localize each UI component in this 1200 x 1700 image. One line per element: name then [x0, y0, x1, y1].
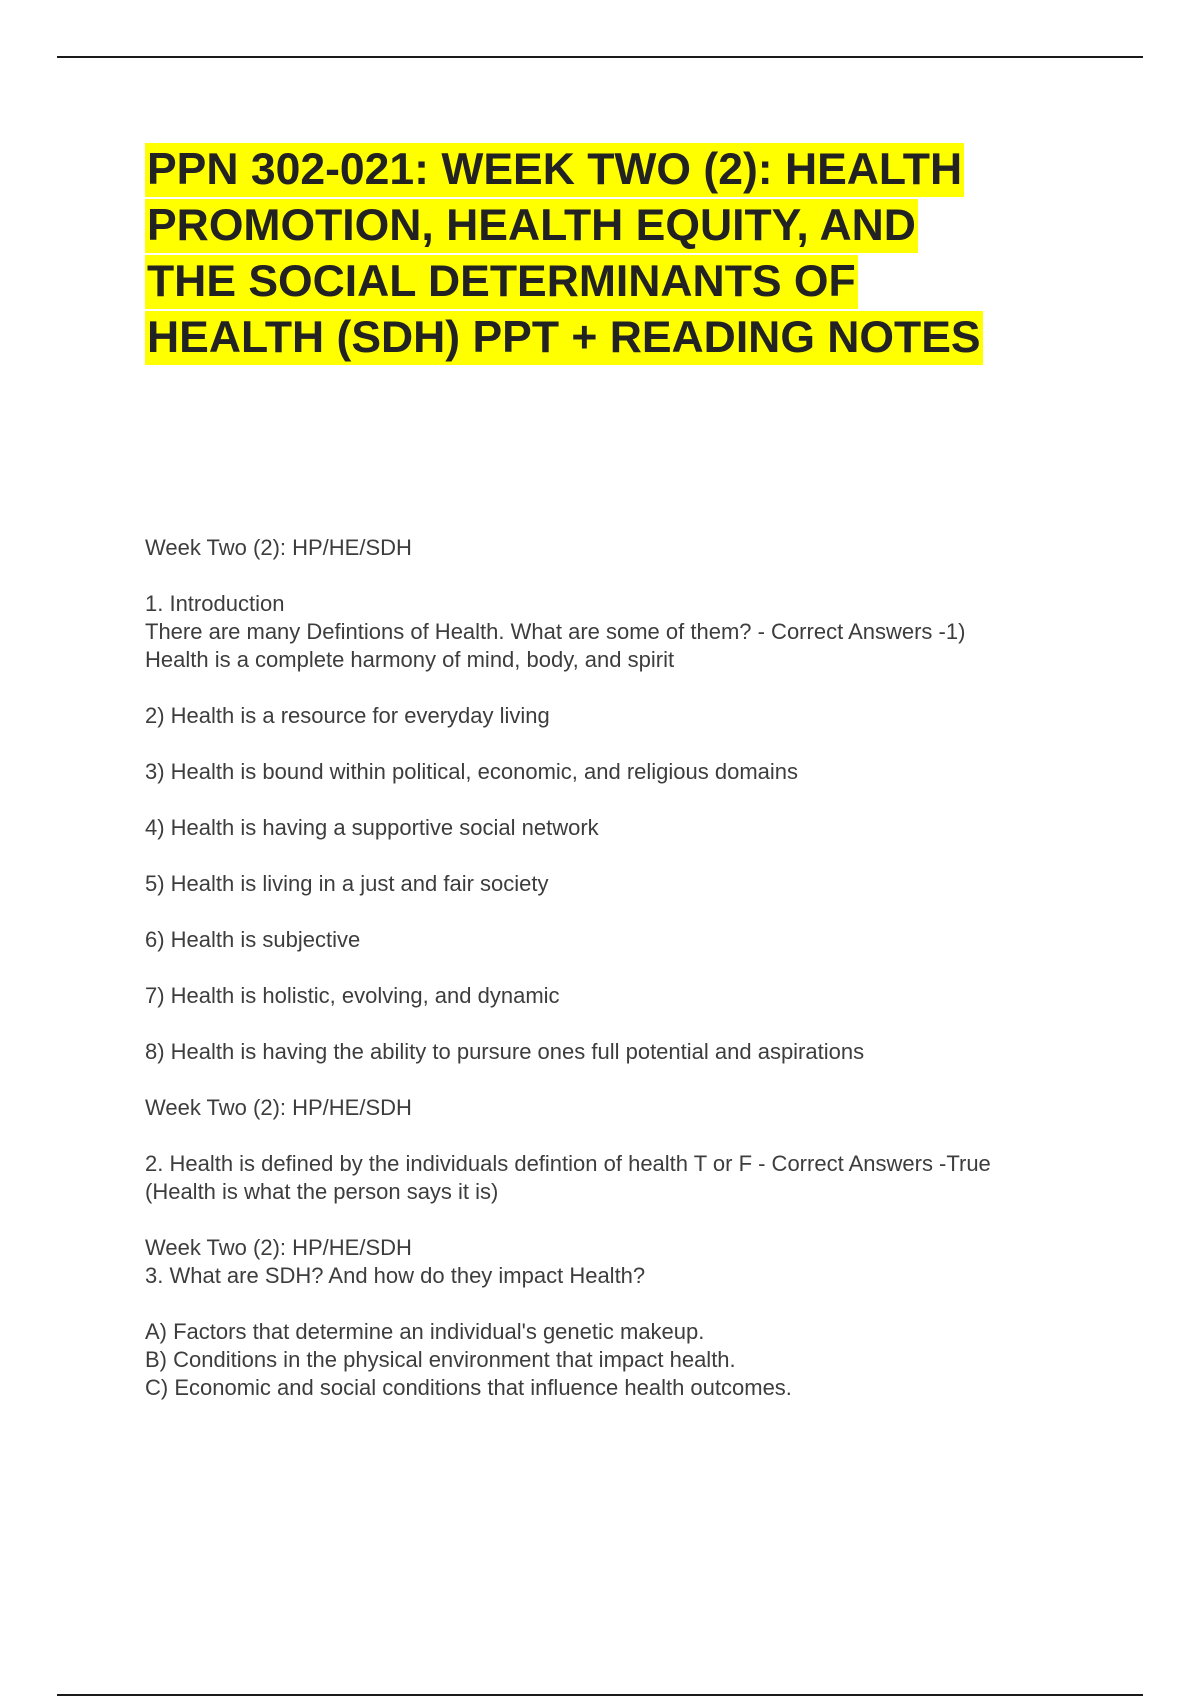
bottom-rule — [57, 1694, 1143, 1696]
question-2-answer: (Health is what the person says it is) — [145, 1179, 499, 1204]
question-1-answer-6: 6) Health is subjective — [145, 927, 361, 952]
question-3-text: 3. What are SDH? And how do they impact Health? — [145, 1263, 646, 1288]
question-1-answer-7: 7) Health is holistic, evolving, and dynamic — [145, 983, 560, 1008]
question-3-options — [145, 1318, 1105, 1402]
title-line-2: PROMOTION, HEALTH EQUITY, AND — [145, 199, 918, 253]
question-1-answer-1: Health is a complete harmony of mind, body, and spirit — [145, 647, 675, 672]
document-body — [145, 534, 1105, 1402]
question-2-text: 2. Health is defined by the individuals defintion of health T or F - Correct Answers -True — [145, 1151, 991, 1176]
question-1-answer-8: 8) Health is having the ability to pursure ones full potential and aspirations — [145, 1039, 865, 1064]
question-1-answer-3: 3) Health is bound within political, economic, and religious domains — [145, 759, 799, 784]
question-1 — [145, 590, 1105, 674]
question-3-option-a: A) Factors that determine an individual's genetic makeup. — [145, 1319, 705, 1344]
section-header: Week Two (2): HP/HE/SDH — [145, 535, 412, 560]
title-line-4: HEALTH (SDH) PPT + READING NOTES — [145, 311, 983, 365]
question-3 — [145, 1234, 1105, 1290]
title-line-1: PPN 302-021: WEEK TWO (2): HEALTH — [145, 143, 964, 197]
top-rule — [57, 56, 1143, 58]
question-2 — [145, 1150, 1105, 1206]
title-line-3: THE SOCIAL DETERMINANTS OF — [145, 255, 858, 309]
question-1-answer-5: 5) Health is living in a just and fair society — [145, 871, 549, 896]
question-3-option-b: B) Conditions in the physical environment that impact health. — [145, 1347, 736, 1372]
question-1-answer-4: 4) Health is having a supportive social network — [145, 815, 599, 840]
question-1-answer-2: 2) Health is a resource for everyday living — [145, 703, 550, 728]
question-1-text: There are many Defintions of Health. What are some of them? - Correct Answers -1) — [145, 619, 966, 644]
document-title — [145, 142, 1125, 366]
question-3-option-c: C) Economic and social conditions that influence health outcomes. — [145, 1375, 792, 1400]
question-1-heading: 1. Introduction — [145, 591, 285, 616]
section-header: Week Two (2): HP/HE/SDH — [145, 1235, 412, 1260]
section-header: Week Two (2): HP/HE/SDH — [145, 1095, 412, 1120]
